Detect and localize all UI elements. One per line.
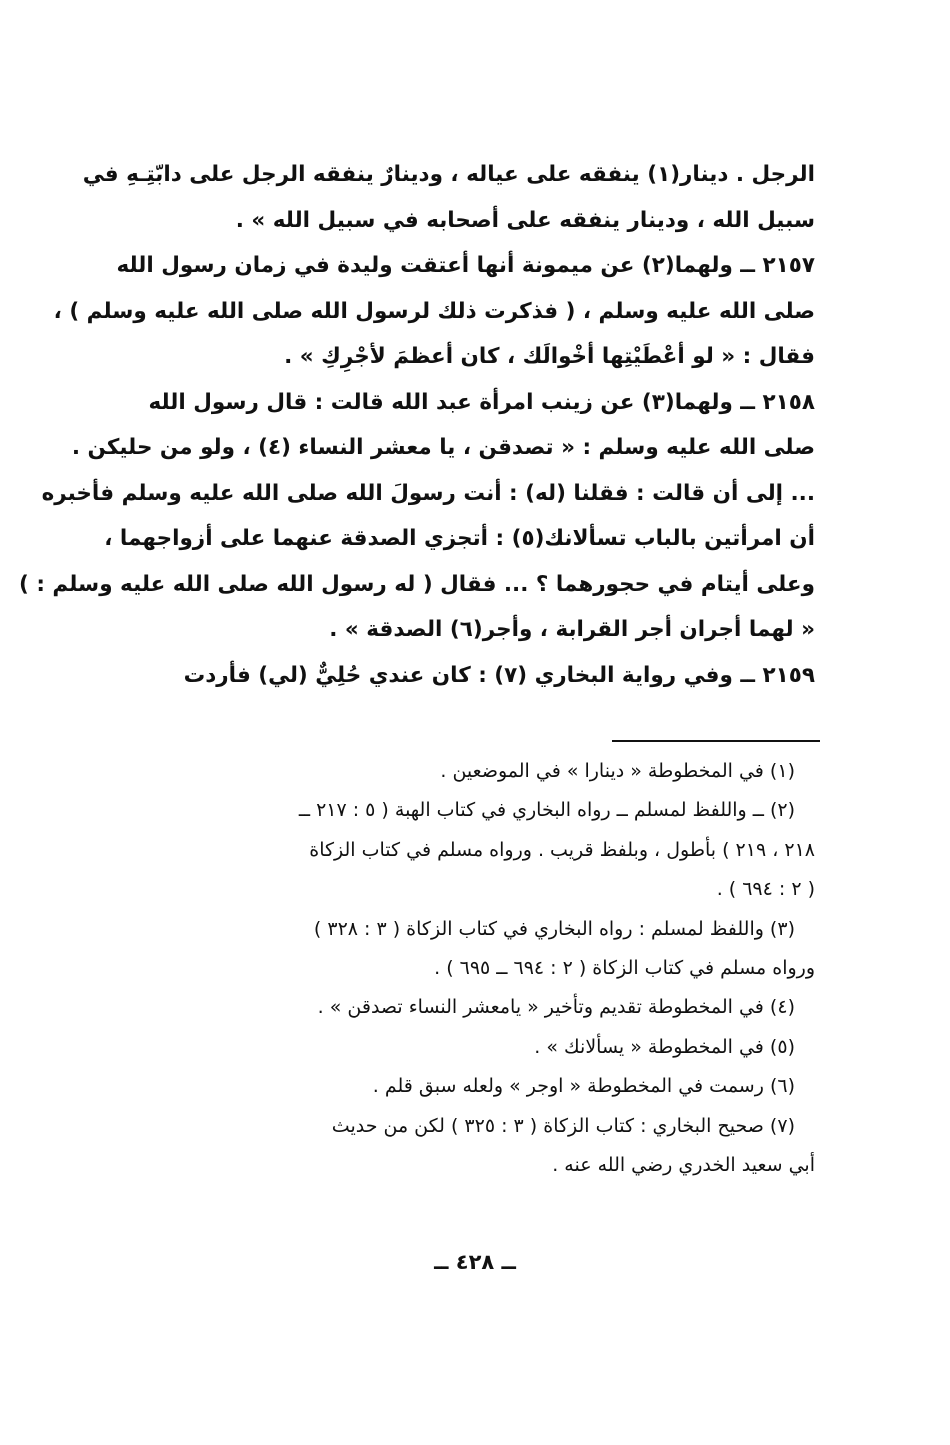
- footnote-2-cont: ( ٢ : ٦٩٤ ) .: [716, 878, 815, 901]
- footnote-5: (٥) في المخطوطة « يسألانك » .: [534, 1035, 795, 1058]
- footnote-4: (٤) في المخطوطة تقديم وتأخير « يامعشر النساء تصدقن » .: [317, 996, 795, 1019]
- main-line: « لهما أجران أجر القرابة ، وأجر(٦) الصدقة » .: [329, 617, 815, 642]
- footnotes: [150, 752, 815, 1185]
- main-line: وعلى أيتام في حجورهما ؟ ... فقال ( له رسول الله صلى الله عليه وسلم : ): [19, 571, 815, 597]
- main-line: فقال : « لو أعْطَيْتِها أخْوالَك ، كان أعظمَ لأجْرِكِ » .: [284, 344, 815, 369]
- footnote-7: (٧) صحيح البخاري : كتاب الزكاة ( ٣ : ٣٢٥ ) لكن من حديث: [331, 1114, 795, 1137]
- hadith-2158: ٢١٥٨ ــ ولهما(٣) عن زينب امرأة عبد الله قالت : قال رسول الله: [148, 389, 815, 415]
- main-line: صلى الله عليه وسلم ، ( فذكرت ذلك لرسول الله صلى الله عليه وسلم ) ،: [53, 298, 815, 324]
- main-text: [19, 152, 815, 698]
- footnote-1: (١) في المخطوطة « دينارا » في الموضعين .: [440, 760, 795, 782]
- footnote-7-cont: أبي سعيد الخدري رضي الله عنه .: [552, 1153, 815, 1176]
- main-line: ... إلى أن قالت : فقلنا (له) : أنت رسولَ الله صلى الله عليه وسلم فأخبره: [41, 480, 815, 506]
- footnote-3: (٣) واللفظ لمسلم : رواه البخاري في كتاب الزكاة ( ٣ : ٣٢٨ ): [313, 917, 795, 940]
- hadith-2157: ٢١٥٧ ــ ولهما(٢) عن ميمونة أنها أعتقت وليدة في زمان رسول الله: [116, 253, 815, 278]
- footnote-3-cont: ورواه مسلم في كتاب الزكاة ( ٢ : ٦٩٤ ــ ٦٩٥ ) .: [434, 956, 815, 979]
- main-line: الرجل . دينار(١) ينفقه على عياله ، ودينارٌ ينفقه الرجل على دابّتِـهِ في: [82, 162, 815, 187]
- footnote-2: (٢) ــ واللفظ لمسلم ــ رواه البخاري في كتاب الهبة ( ٥ : ٢١٧ ــ: [298, 799, 795, 822]
- page-number: ــ ٤٢٨ ــ: [434, 1250, 516, 1274]
- main-line: سبيل الله ، ودينار ينفقه على أصحابه في سبيل الله » .: [235, 207, 815, 233]
- main-line: صلى الله عليه وسلم : « تصدقن ، يا معشر النساء (٤) ، ولو من حليكن .: [71, 435, 815, 460]
- main-line: أن امرأتين بالباب تسألانك(٥) : أتجزي الصدقة عنهما على أزواجهما ،: [104, 526, 815, 551]
- footnote-6: (٦) رسمت في المخطوطة « اوجر » ولعله سبق قلم .: [372, 1075, 795, 1098]
- hadith-2159: ٢١٥٩ ــ وفي رواية البخاري (٧) : كان عندي حُلِيٌّ (لي) فأردت: [183, 662, 815, 688]
- footnote-2-cont: ٢١٨ ، ٢١٩ ) بأطول ، وبلفظ قريب . ورواه مسلم في كتاب الزكاة: [309, 838, 815, 861]
- footnote-separator: [612, 740, 820, 742]
